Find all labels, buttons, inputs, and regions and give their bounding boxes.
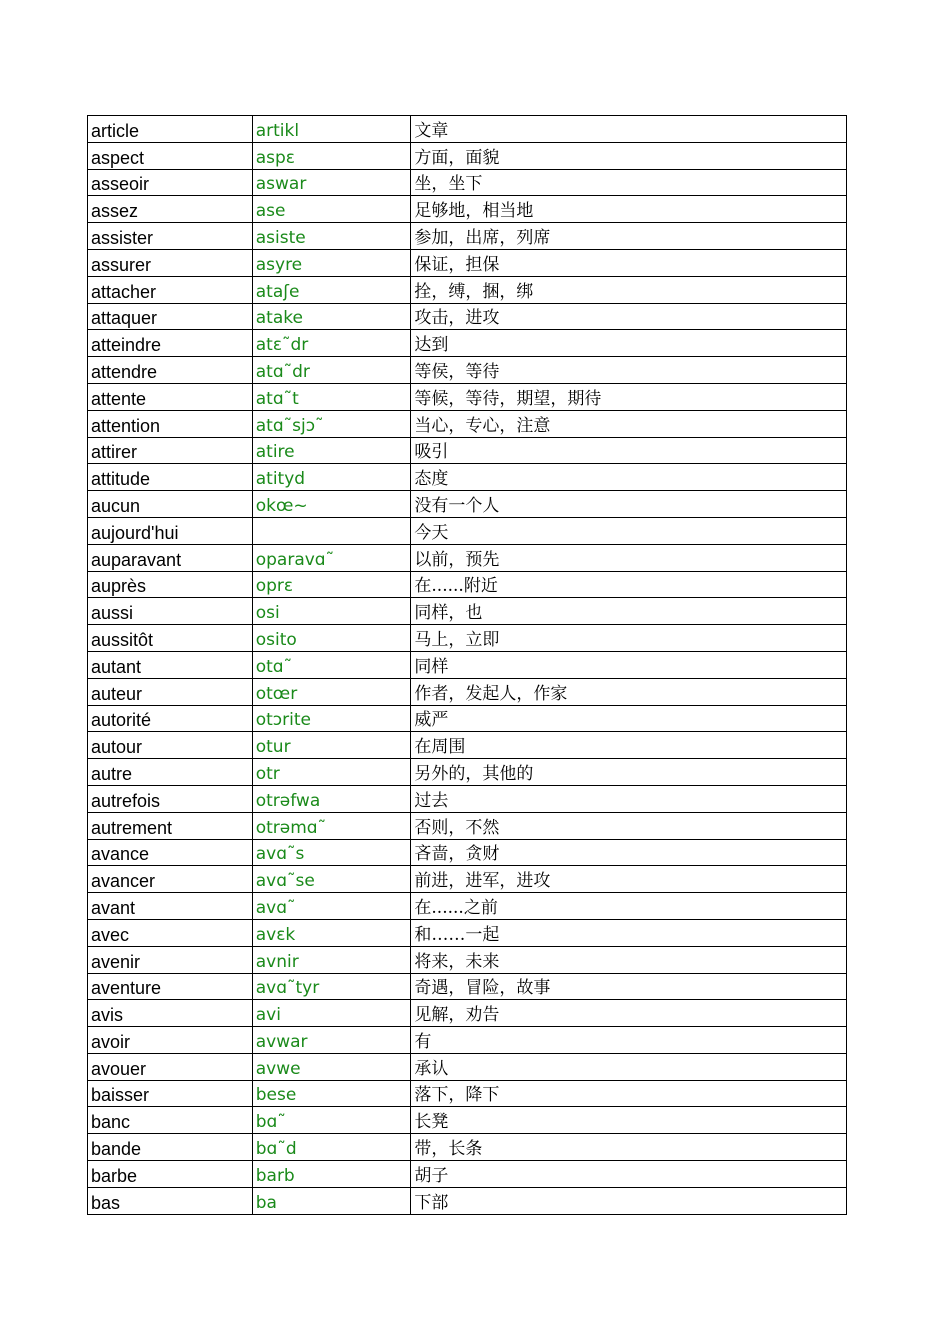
phonetic-cell: avwar <box>252 1027 411 1054</box>
french-word-cell: avenir <box>88 946 253 973</box>
table-row <box>88 651 847 678</box>
french-word-cell: avant <box>88 893 253 920</box>
chinese-meaning-cell: 拴，缚，捆，绑 <box>411 276 847 303</box>
french-word-cell: autrement <box>88 812 253 839</box>
chinese-meaning-cell: 作者，发起人，作家 <box>411 678 847 705</box>
phonetic-cell: atire <box>252 437 411 464</box>
chinese-meaning-cell: 下部 <box>411 1187 847 1214</box>
french-word-cell: autorité <box>88 705 253 732</box>
chinese-meaning-cell: 以前，预先 <box>411 544 847 571</box>
phonetic-cell: barb <box>252 1161 411 1188</box>
chinese-meaning-cell: 落下，降下 <box>411 1080 847 1107</box>
chinese-meaning-cell: 今天 <box>411 517 847 544</box>
phonetic-cell: ase <box>252 196 411 223</box>
table-row <box>88 866 847 893</box>
vocabulary-table-body <box>88 116 847 1215</box>
french-word-cell: attaquer <box>88 303 253 330</box>
table-row <box>88 1107 847 1134</box>
table-row <box>88 142 847 169</box>
table-row <box>88 785 847 812</box>
french-word-cell: attitude <box>88 464 253 491</box>
table-row <box>88 491 847 518</box>
phonetic-cell: ataʃe <box>252 276 411 303</box>
french-word-cell: attention <box>88 410 253 437</box>
table-row <box>88 330 847 357</box>
french-word-cell: attacher <box>88 276 253 303</box>
phonetic-cell: atɑ˜dr <box>252 357 411 384</box>
phonetic-cell: atɑ˜t <box>252 383 411 410</box>
table-row <box>88 464 847 491</box>
chinese-meaning-cell: 威严 <box>411 705 847 732</box>
table-row <box>88 946 847 973</box>
table-row <box>88 812 847 839</box>
table-row <box>88 571 847 598</box>
table-row <box>88 196 847 223</box>
phonetic-cell: osi <box>252 598 411 625</box>
phonetic-cell: asyre <box>252 249 411 276</box>
table-row <box>88 705 847 732</box>
chinese-meaning-cell: 将来，未来 <box>411 946 847 973</box>
chinese-meaning-cell: 见解，劝告 <box>411 1000 847 1027</box>
table-row <box>88 303 847 330</box>
chinese-meaning-cell: 在周围 <box>411 732 847 759</box>
chinese-meaning-cell: 否则，不然 <box>411 812 847 839</box>
phonetic-cell: osito <box>252 625 411 652</box>
french-word-cell: aussitôt <box>88 625 253 652</box>
chinese-meaning-cell: 在......附近 <box>411 571 847 598</box>
french-word-cell: article <box>88 116 253 143</box>
french-word-cell: bas <box>88 1187 253 1214</box>
table-row <box>88 1187 847 1214</box>
chinese-meaning-cell: 态度 <box>411 464 847 491</box>
table-row <box>88 598 847 625</box>
table-row <box>88 276 847 303</box>
french-word-cell: auteur <box>88 678 253 705</box>
phonetic-cell: atɑ˜sjɔ˜ <box>252 410 411 437</box>
chinese-meaning-cell: 攻击，进攻 <box>411 303 847 330</box>
table-row <box>88 1027 847 1054</box>
phonetic-cell: avwe <box>252 1053 411 1080</box>
table-row <box>88 410 847 437</box>
phonetic-cell: okœ~ <box>252 491 411 518</box>
table-row <box>88 919 847 946</box>
chinese-meaning-cell: 没有一个人 <box>411 491 847 518</box>
french-word-cell: barbe <box>88 1161 253 1188</box>
chinese-meaning-cell: 吝啬，贪财 <box>411 839 847 866</box>
table-row <box>88 437 847 464</box>
french-word-cell: autre <box>88 759 253 786</box>
french-word-cell: aujourd'hui <box>88 517 253 544</box>
chinese-meaning-cell: 另外的，其他的 <box>411 759 847 786</box>
phonetic-cell: bese <box>252 1080 411 1107</box>
french-word-cell: autant <box>88 651 253 678</box>
chinese-meaning-cell: 文章 <box>411 116 847 143</box>
french-word-cell: bande <box>88 1134 253 1161</box>
chinese-meaning-cell: 参加，出席，列席 <box>411 223 847 250</box>
chinese-meaning-cell: 有 <box>411 1027 847 1054</box>
table-row <box>88 169 847 196</box>
phonetic-cell: atityd <box>252 464 411 491</box>
french-word-cell: assister <box>88 223 253 250</box>
phonetic-cell: avɑ˜se <box>252 866 411 893</box>
chinese-meaning-cell: 马上，立即 <box>411 625 847 652</box>
chinese-meaning-cell: 奇遇，冒险，故事 <box>411 973 847 1000</box>
phonetic-cell: otɔrite <box>252 705 411 732</box>
french-word-cell: aussi <box>88 598 253 625</box>
french-word-cell: attirer <box>88 437 253 464</box>
french-word-cell: attente <box>88 383 253 410</box>
chinese-meaning-cell: 同样，也 <box>411 598 847 625</box>
phonetic-cell: oparavɑ˜ <box>252 544 411 571</box>
french-word-cell: assurer <box>88 249 253 276</box>
french-word-cell: attendre <box>88 357 253 384</box>
table-row <box>88 1053 847 1080</box>
table-row <box>88 1080 847 1107</box>
french-word-cell: autrefois <box>88 785 253 812</box>
chinese-meaning-cell: 足够地，相当地 <box>411 196 847 223</box>
phonetic-cell: asiste <box>252 223 411 250</box>
phonetic-cell: atɛ˜dr <box>252 330 411 357</box>
phonetic-cell: artikl <box>252 116 411 143</box>
french-word-cell: avouer <box>88 1053 253 1080</box>
french-word-cell: auprès <box>88 571 253 598</box>
table-row <box>88 223 847 250</box>
vocabulary-table <box>87 115 847 1215</box>
chinese-meaning-cell: 承认 <box>411 1053 847 1080</box>
chinese-meaning-cell: 在......之前 <box>411 893 847 920</box>
phonetic-cell: otrəmɑ˜ <box>252 812 411 839</box>
french-word-cell: avancer <box>88 866 253 893</box>
chinese-meaning-cell: 同样 <box>411 651 847 678</box>
table-row <box>88 839 847 866</box>
table-row <box>88 759 847 786</box>
table-row <box>88 1000 847 1027</box>
french-word-cell: avoir <box>88 1027 253 1054</box>
table-row <box>88 625 847 652</box>
table-row <box>88 544 847 571</box>
phonetic-cell: ba <box>252 1187 411 1214</box>
chinese-meaning-cell: 方面，面貌 <box>411 142 847 169</box>
phonetic-cell: avɑ˜s <box>252 839 411 866</box>
table-row <box>88 517 847 544</box>
chinese-meaning-cell: 长凳 <box>411 1107 847 1134</box>
table-row <box>88 383 847 410</box>
chinese-meaning-cell: 带，长条 <box>411 1134 847 1161</box>
table-row <box>88 1134 847 1161</box>
table-row <box>88 116 847 143</box>
chinese-meaning-cell: 当心，专心，注意 <box>411 410 847 437</box>
phonetic-cell: atake <box>252 303 411 330</box>
french-word-cell: assez <box>88 196 253 223</box>
phonetic-cell: otœr <box>252 678 411 705</box>
phonetic-cell: avnir <box>252 946 411 973</box>
french-word-cell: asseoir <box>88 169 253 196</box>
phonetic-cell: otur <box>252 732 411 759</box>
chinese-meaning-cell: 和……一起 <box>411 919 847 946</box>
phonetic-cell: avɛk <box>252 919 411 946</box>
french-word-cell: avance <box>88 839 253 866</box>
french-word-cell: autour <box>88 732 253 759</box>
chinese-meaning-cell: 保证，担保 <box>411 249 847 276</box>
french-word-cell: banc <box>88 1107 253 1134</box>
chinese-meaning-cell: 过去 <box>411 785 847 812</box>
french-word-cell: baisser <box>88 1080 253 1107</box>
table-row <box>88 1161 847 1188</box>
french-word-cell: aucun <box>88 491 253 518</box>
chinese-meaning-cell: 前进，进军，进攻 <box>411 866 847 893</box>
french-word-cell: aspect <box>88 142 253 169</box>
phonetic-cell: avɑ˜ <box>252 893 411 920</box>
phonetic-cell <box>252 517 411 544</box>
table-row <box>88 678 847 705</box>
phonetic-cell: aspɛ <box>252 142 411 169</box>
table-row <box>88 973 847 1000</box>
table-row <box>88 893 847 920</box>
phonetic-cell: avɑ˜tyr <box>252 973 411 1000</box>
french-word-cell: aventure <box>88 973 253 1000</box>
phonetic-cell: bɑ˜d <box>252 1134 411 1161</box>
french-word-cell: atteindre <box>88 330 253 357</box>
chinese-meaning-cell: 吸引 <box>411 437 847 464</box>
french-word-cell: auparavant <box>88 544 253 571</box>
phonetic-cell: otrəfwa <box>252 785 411 812</box>
chinese-meaning-cell: 达到 <box>411 330 847 357</box>
french-word-cell: avis <box>88 1000 253 1027</box>
table-row <box>88 249 847 276</box>
chinese-meaning-cell: 坐，坐下 <box>411 169 847 196</box>
chinese-meaning-cell: 等候，等待，期望，期待 <box>411 383 847 410</box>
table-row <box>88 732 847 759</box>
chinese-meaning-cell: 等侯，等待 <box>411 357 847 384</box>
french-word-cell: avec <box>88 919 253 946</box>
table-row <box>88 357 847 384</box>
phonetic-cell: otɑ˜ <box>252 651 411 678</box>
phonetic-cell: aswar <box>252 169 411 196</box>
phonetic-cell: oprɛ <box>252 571 411 598</box>
phonetic-cell: avi <box>252 1000 411 1027</box>
phonetic-cell: bɑ˜ <box>252 1107 411 1134</box>
chinese-meaning-cell: 胡子 <box>411 1161 847 1188</box>
phonetic-cell: otr <box>252 759 411 786</box>
